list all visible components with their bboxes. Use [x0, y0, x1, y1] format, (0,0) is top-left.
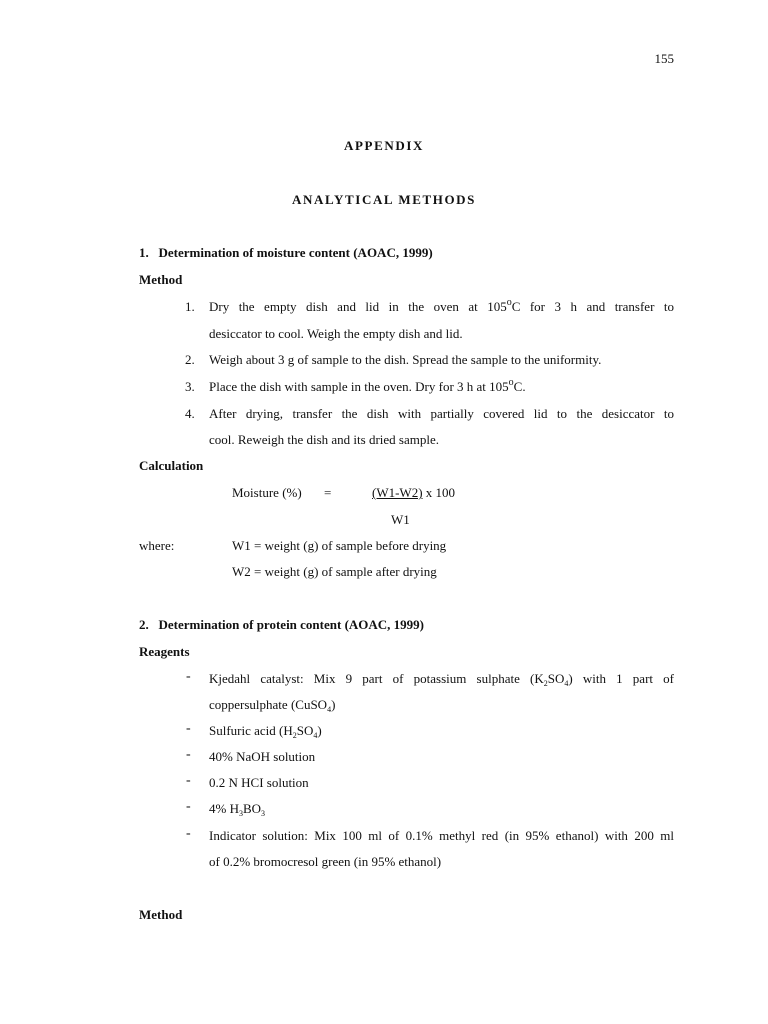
- reagents-label: Reagents: [139, 644, 190, 659]
- moisture-heading: 1. Determination of moisture content (AOAC, 1999): [139, 245, 433, 260]
- step-3-line1: Place the dish with sample in the oven. Dry for 3 h at 105$^o$C.: [209, 377, 526, 394]
- where-label: where:: [139, 538, 175, 553]
- step-2-line1: Weigh about 3 g of sample to the dish. Spread the sample to the uniformity.: [209, 352, 602, 367]
- formula-denominator: W1: [391, 512, 410, 527]
- bullet-dash: -: [186, 721, 191, 736]
- calculation-label: Calculation: [139, 458, 204, 473]
- reagent-1-line2: coppersulphate (CuSO$_4$): [209, 697, 336, 714]
- bullet-dash: -: [186, 747, 191, 762]
- reagent-3: 40% NaOH solution: [209, 749, 316, 764]
- where-w2: W2 = weight (g) of sample after drying: [232, 564, 437, 579]
- step-1-line2: desiccator to cool. Weigh the empty dish and lid.: [209, 326, 463, 341]
- step-number: 4.: [185, 406, 195, 421]
- reagent-6-line2: of 0.2% bromocresol green (in 95% ethanol): [209, 854, 442, 869]
- where-w1: W1 = weight (g) of sample before drying: [232, 538, 447, 553]
- reagent-6-line1: Indicator solution: Mix 100 ml of 0.1% methyl red (in 95% ethanol) with 200 ml: [209, 828, 674, 843]
- page-number: 155: [654, 51, 674, 66]
- step-4-line1: After drying, transfer the dish with partially covered lid to the desiccator to: [209, 406, 674, 421]
- formula-numerator: (W1-W2) x 100: [372, 485, 456, 500]
- section-title: ANALYTICAL METHODS: [292, 192, 476, 207]
- protein-method-label: Method: [139, 907, 183, 922]
- bullet-dash: -: [186, 826, 191, 841]
- bullet-dash: -: [186, 799, 191, 814]
- step-number: 1.: [185, 299, 195, 314]
- formula-equals: =: [324, 485, 332, 500]
- protein-heading: 2. Determination of protein content (AOAC, 1999): [139, 617, 424, 632]
- moisture-method-label: Method: [139, 272, 183, 287]
- reagent-1-line1: Kjedahl catalyst: Mix 9 part of potassium sulphate $(K_2SO_4)$ with 1 part of: [209, 671, 675, 688]
- formula-lhs: Moisture (%): [232, 485, 302, 500]
- bullet-dash: -: [186, 773, 191, 788]
- bullet-dash: -: [186, 669, 191, 684]
- reagent-5: 4% $H_3BO_3$: [209, 801, 266, 818]
- step-4-line2: cool. Reweigh the dish and its dried sample.: [209, 432, 439, 447]
- step-1-line1: Dry the empty dish and lid in the oven at 105$^o$C for 3 h and transfer to: [209, 297, 674, 314]
- step-number: 2.: [185, 352, 195, 367]
- reagent-4: 0.2 N HCI solution: [209, 775, 309, 790]
- step-number: 3.: [185, 379, 195, 394]
- reagent-2: Sulfuric acid $(H_2SO_4)$: [209, 723, 322, 740]
- appendix-title: APPENDIX: [344, 138, 424, 153]
